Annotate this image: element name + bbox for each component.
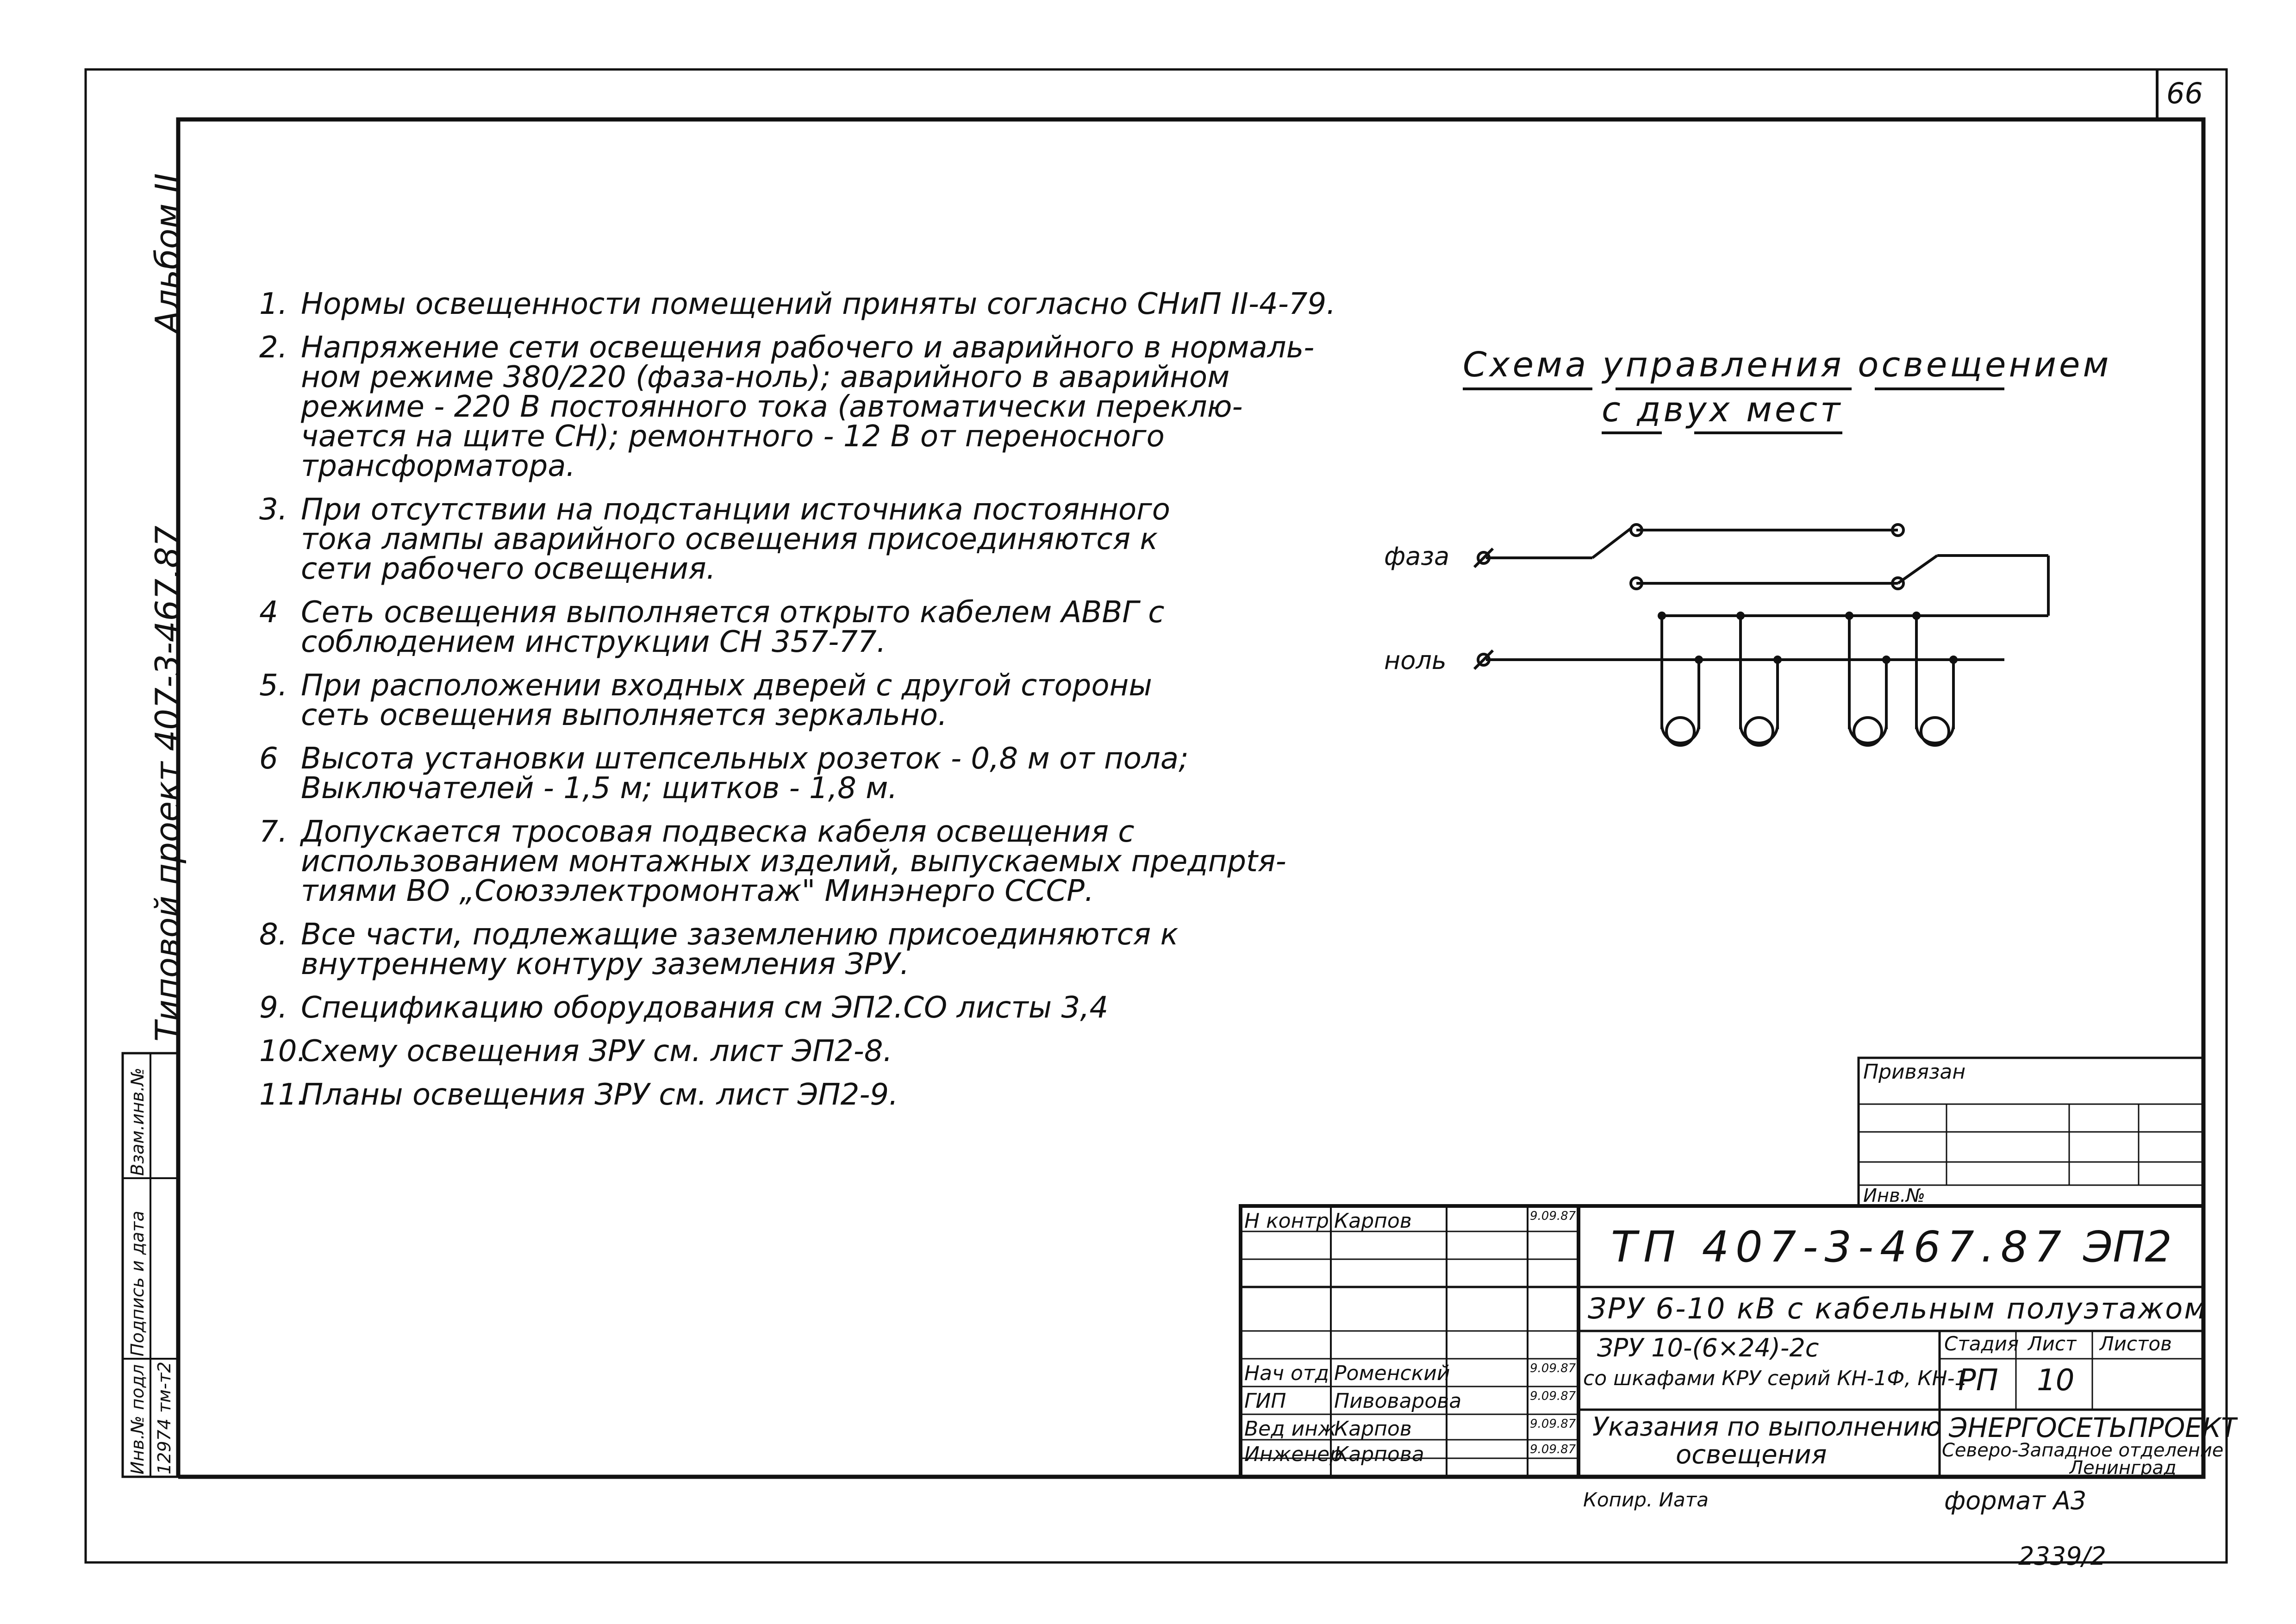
note-number: 1. <box>259 287 288 321</box>
note-text: Нормы освещенности помещений приняты согласно СНиП II-4-79. <box>301 287 1336 321</box>
signer-role: Н контр <box>1244 1209 1329 1233</box>
scheme-title-line1: Схема управления освещением <box>1463 345 2112 385</box>
note-text: соблюдением инструкции СН 357-77. <box>301 625 886 659</box>
note-text: Сеть освещения выполняется открыто кабелем АВВГ с <box>301 595 1165 630</box>
signer-name: Карпова <box>1334 1443 1424 1466</box>
signer-name: Пивоварова <box>1334 1389 1462 1413</box>
org-branch-line1: Северо-Западное отделение <box>1942 1440 2224 1461</box>
note-number: 2. <box>259 331 288 365</box>
note-number: 3. <box>259 493 288 527</box>
signer-role: ГИП <box>1244 1389 1286 1413</box>
signer-date: 9.09.87 <box>1530 1209 1576 1223</box>
note-text: чается на щите СН); ремонтного - 12 В от переносного <box>301 419 1165 454</box>
org-branch-line2: Ленинград <box>2069 1457 2177 1479</box>
signer-date: 9.09.87 <box>1530 1362 1576 1375</box>
variant-line2: со шкафами КРУ серий КН-1Ф, КН-1 <box>1583 1367 1968 1390</box>
note-line <box>259 547 1185 591</box>
note-line <box>259 943 1185 986</box>
inv-podl-value: 12974 тм-т2 <box>154 1362 175 1474</box>
object-name: ЗРУ 6-10 кВ с кабельным полуэтажом <box>1588 1292 2207 1325</box>
note-number: 4 <box>259 595 278 630</box>
note-line <box>259 282 1336 326</box>
inv-no-label: Инв.№ <box>1863 1185 1925 1206</box>
note-text: Схему освещения ЗРУ см. лист ЭП2-8. <box>301 1034 892 1068</box>
note-number: 9. <box>259 991 288 1025</box>
org-name: ЭНЕРГОСЕТЬПРОЕКТ <box>1949 1412 2238 1443</box>
stage-label: Стадия <box>1944 1332 2019 1355</box>
note-line <box>259 620 1185 664</box>
signer-date: 9.09.87 <box>1530 1389 1576 1403</box>
neutral-label: ноль <box>1384 646 1447 675</box>
note-text: При расположении входных дверей с другой стороны <box>301 668 1152 703</box>
note-text: внутреннему контуру заземления ЗРУ. <box>301 947 910 981</box>
note-text: сеть освещения выполняется зеркально. <box>301 698 948 732</box>
variant-line1: ЗРУ 10-(6×24)-2с <box>1597 1333 1819 1362</box>
vzam-inv-label: Взам.инв.№ <box>127 1068 148 1176</box>
note-text: использованием монтажных изделий, выпускаемых предпрtя- <box>301 844 1286 879</box>
note-number: 8. <box>259 918 288 952</box>
note-text: тока лампы аварийного освещения присоединяются к <box>301 522 1158 556</box>
inv-podl-label: Инв.№ подл <box>127 1364 148 1474</box>
sheet-title-line2: освещения <box>1676 1440 1827 1470</box>
note-line <box>259 1030 1185 1073</box>
lighting-scheme <box>1463 389 2048 745</box>
signer-role: Инженер <box>1244 1443 1343 1466</box>
copied-by: Копир. Иата <box>1583 1488 1709 1511</box>
note-text: трансформатора. <box>301 449 575 483</box>
note-number: 5. <box>259 668 288 703</box>
album-label: Альбом II <box>148 173 187 333</box>
phase-label: фаза <box>1384 542 1450 571</box>
doc-code: ТП 407-3-467.87 <box>1611 1222 2068 1272</box>
note-text: Планы освещения ЗРУ см. лист ЭП2-9. <box>301 1078 898 1112</box>
signer-date: 9.09.87 <box>1530 1417 1576 1431</box>
note-text: Допускается тросовая подвеска кабеля освещения с <box>301 815 1135 849</box>
signer-role: Вед инж <box>1244 1417 1336 1441</box>
format-label: формат А3 <box>1944 1486 2087 1515</box>
note-text: тиями ВО „Союзэлектромонтаж" Минэнерго СССР. <box>301 874 1094 908</box>
sign-date-label: Подпись и дата <box>127 1211 148 1356</box>
note-text: Высота установки штепсельных розеток - 0,8 м от пола; <box>301 742 1189 776</box>
scheme-title-line2: с двух мест <box>1602 390 1843 430</box>
doc-mark: ЭП2 <box>2083 1222 2172 1272</box>
note-line <box>259 869 1185 913</box>
signer-name: Карпов <box>1334 1417 1412 1441</box>
note-text: Выключателей - 1,5 м; щитков - 1,8 м. <box>301 771 898 806</box>
note-number: 10. <box>259 1034 306 1068</box>
note-number: 6 <box>259 742 278 776</box>
archive-stamp: 2339/2 <box>2018 1542 2106 1571</box>
sheets-label: Листов <box>2099 1332 2172 1355</box>
note-text: Спецификацию оборудования см ЭП2.СО листы 3,4 <box>301 991 1109 1025</box>
note-line <box>259 1073 1185 1117</box>
note-line <box>259 986 1185 1030</box>
note-text: При отсутствии на подстанции источника постоянного <box>301 493 1170 527</box>
signer-date: 9.09.87 <box>1530 1443 1576 1456</box>
signer-name: Роменский <box>1334 1362 1450 1385</box>
sheet-label: Лист <box>2028 1332 2077 1355</box>
note-number: 7. <box>259 815 288 849</box>
note-text: ном режиме 380/220 (фаза-ноль); аварийного в аварийном <box>301 360 1230 394</box>
project-label: Типовой проект 407-3-467.87 <box>148 525 187 1042</box>
note-text: режиме - 220 В постоянного тока (автоматически переклю- <box>301 390 1243 424</box>
note-text: Напряжение сети освещения рабочего и аварийного в нормаль- <box>301 331 1315 365</box>
privyazan-label: Привязан <box>1863 1060 1966 1084</box>
note-number: 11. <box>259 1078 306 1112</box>
sheet-title-line1: Указания по выполнению <box>1592 1412 1942 1442</box>
note-line <box>259 444 1185 488</box>
sheet-value: 10 <box>2037 1363 2075 1398</box>
note-line <box>259 693 1185 737</box>
note-text: Все части, подлежащие заземлению присоединяются к <box>301 918 1179 952</box>
note-line <box>259 767 1185 810</box>
note-text: сети рабочего освещения. <box>301 552 716 586</box>
stage-value: РП <box>1958 1363 1998 1398</box>
sheet-number: 66 <box>2166 76 2203 110</box>
signer-name: Карпов <box>1334 1209 1412 1233</box>
signer-role: Нач отд <box>1244 1362 1329 1385</box>
